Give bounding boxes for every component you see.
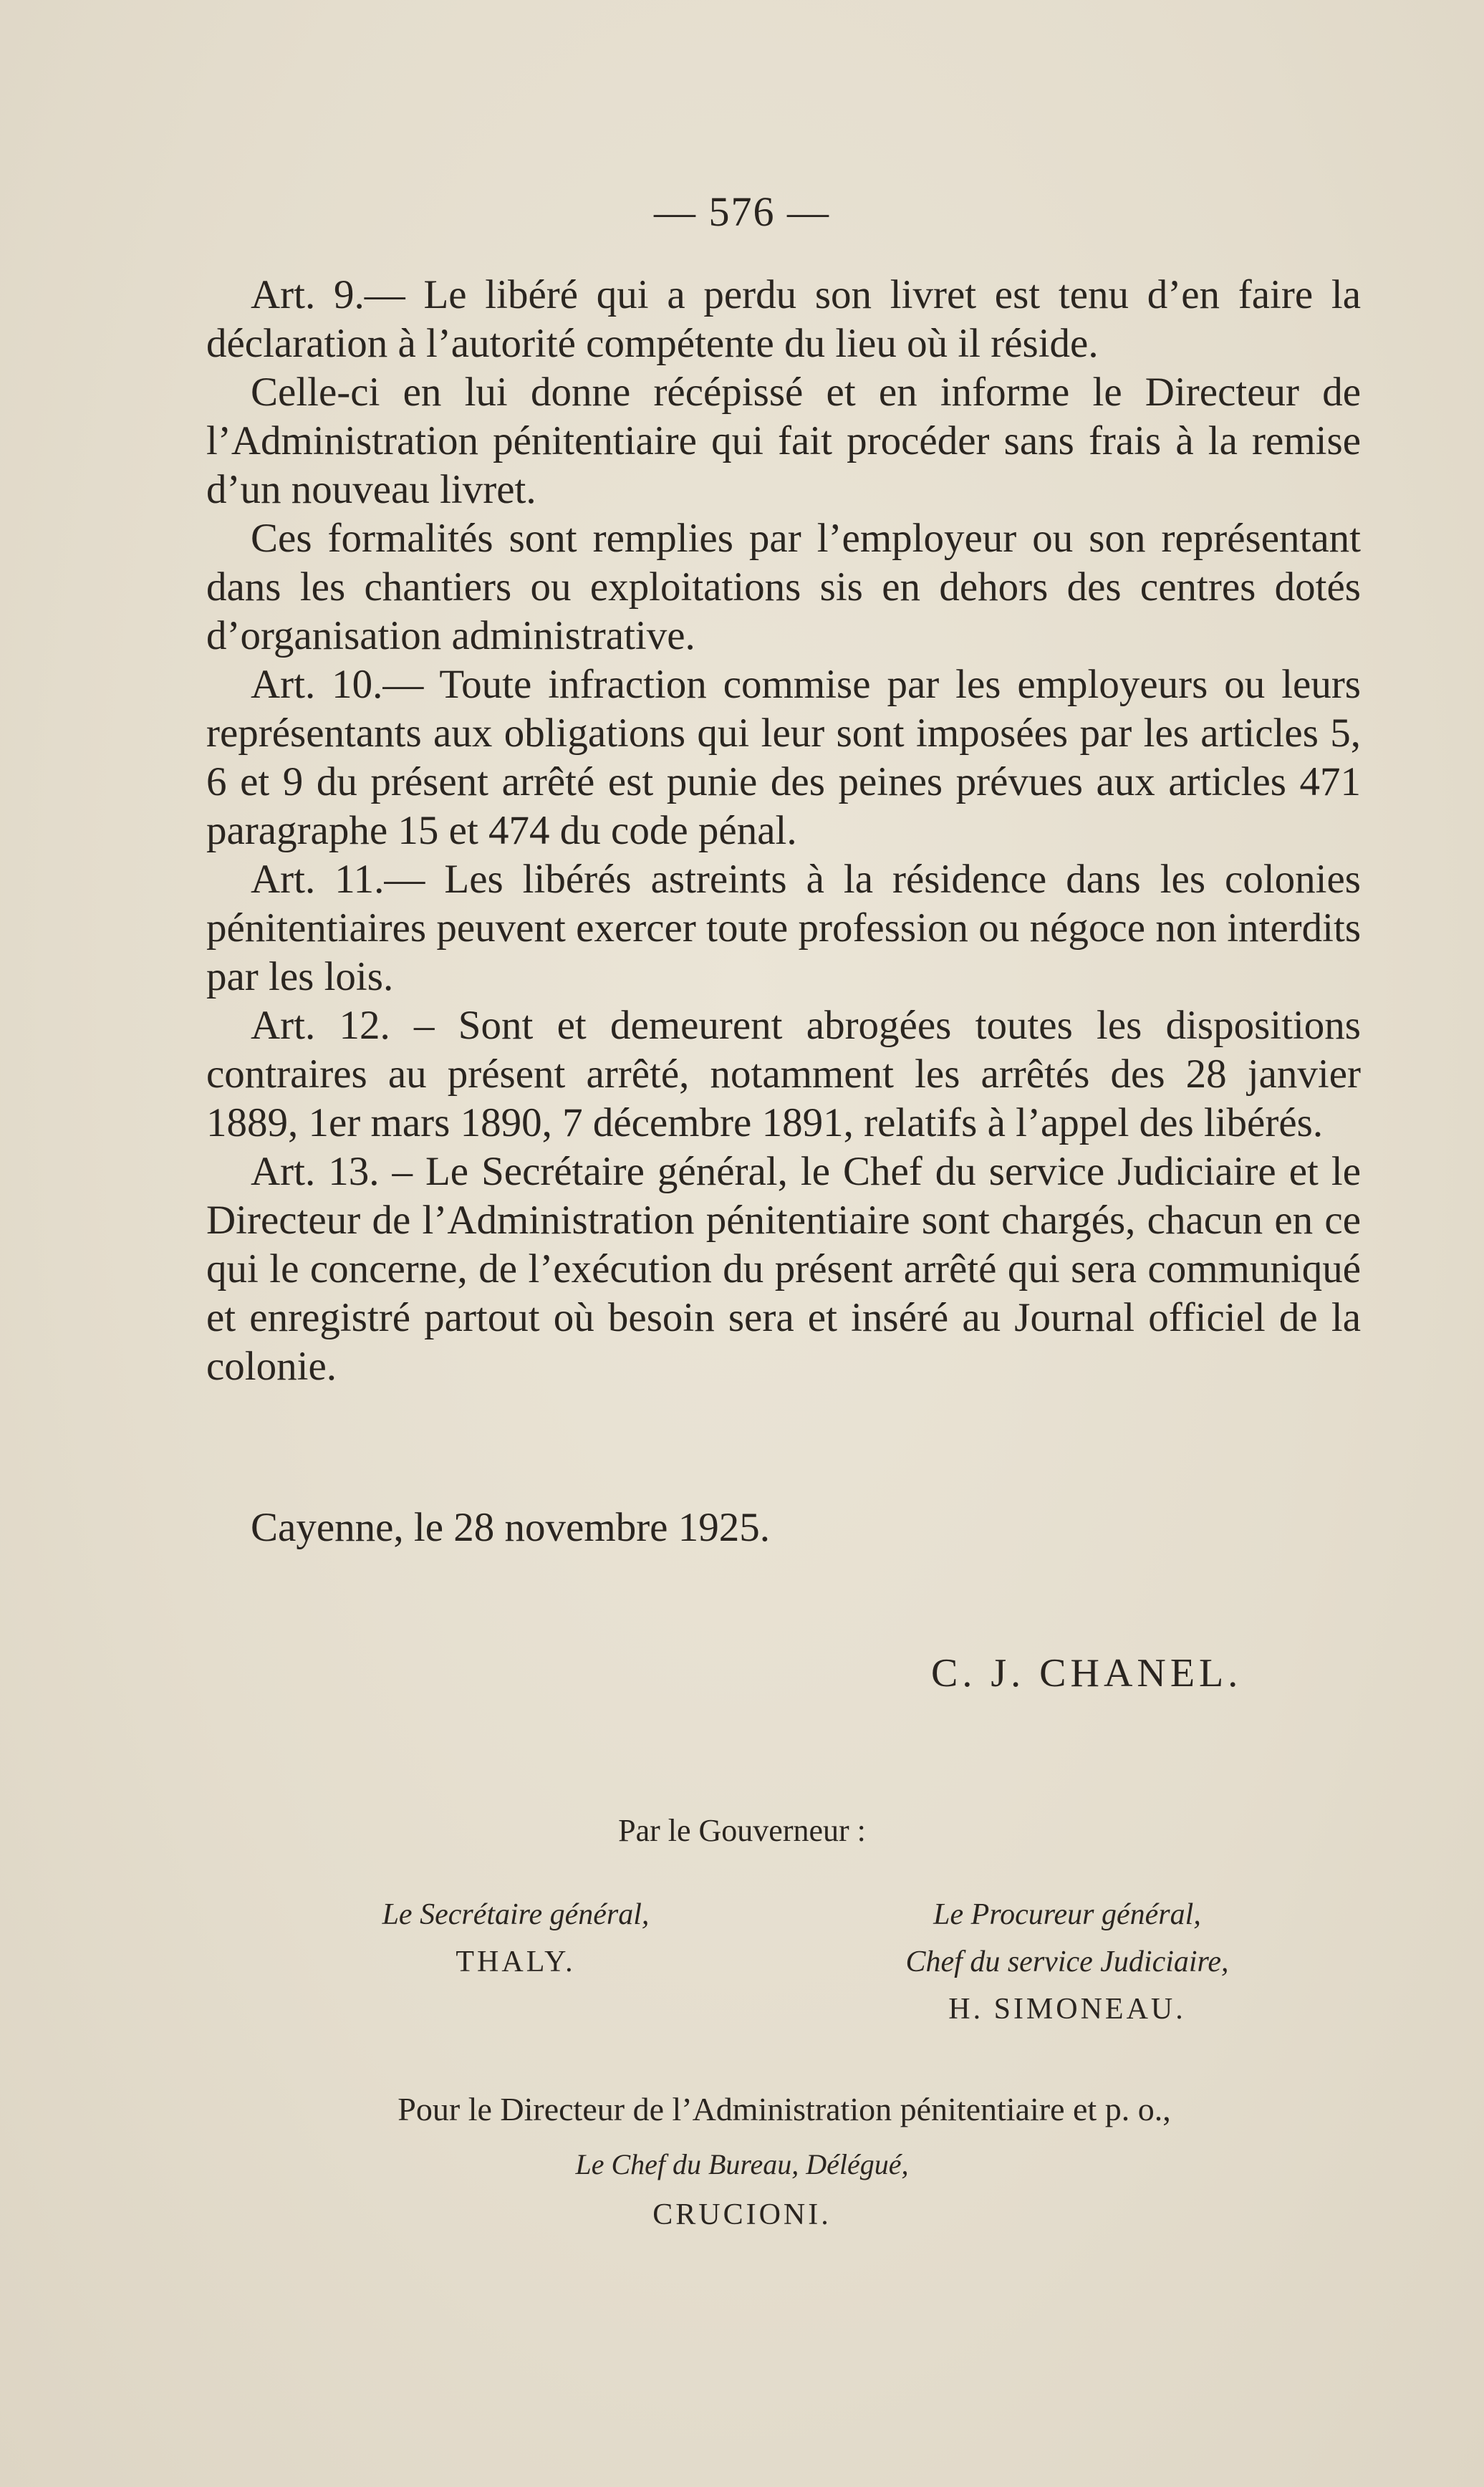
par-le-gouverneur: Par le Gouverneur : bbox=[618, 1813, 866, 1848]
pour-le-directeur: Pour le Directeur de l’Administration pénitentiaire et p. o., bbox=[398, 2091, 1171, 2127]
page-number: — 576 — bbox=[654, 188, 830, 235]
procureur-title: Le Procureur général, bbox=[933, 1898, 1201, 1931]
paragraph-art-10: Art. 10.— Toute infraction commise par les employeurs ou leurs représentants aux obligations qui leur sont imposées par les articles 5, 6 et 9 du présent arrêté est punie des peines prévues aux articles 471 paragraphe 15 et 474 du code pénal. bbox=[206, 662, 1361, 853]
procureur-name: H. SIMONEAU. bbox=[948, 1993, 1186, 2026]
secretaire-name: THALY. bbox=[456, 1945, 576, 1978]
secretaire-title: Le Secrétaire général, bbox=[382, 1898, 650, 1931]
secretaire-block bbox=[315, 1891, 716, 1986]
paragraph-art-11: Art. 11.— Les libérés astreints à la résidence dans les colonies pénitentiaires peuvent exercer toute profession ou négoce non interdits par les lois. bbox=[206, 857, 1361, 999]
governor-signature: C. J. CHANEL. bbox=[931, 1651, 1243, 1695]
paragraph-formalites: Ces formalités sont remplies par l’employeur ou son représentant dans les chantiers ou exploitations sis en dehors des centres dotés d’organisation administrative. bbox=[206, 516, 1361, 658]
paragraph-recepisse: Celle-ci en lui donne récépissé et en informe le Directeur de l’Administration pénitentiaire qui fait procéder sans frais à la remise d’un nouveau livret. bbox=[206, 370, 1361, 512]
chef-du-bureau: Le Chef du Bureau, Délégué, bbox=[575, 2148, 909, 2180]
procureur-subtitle: Chef du service Judiciaire, bbox=[905, 1945, 1229, 1978]
paragraph-art-12: Art. 12. – Sont et demeurent abrogées toutes les dispositions contraires au présent arrêté, notamment les arrêtés des 28 janvier 1889, 1er mars 1890, 7 décembre 1891, relatifs à l’appel des libérés. bbox=[206, 1003, 1361, 1145]
paragraph-art-9: Art. 9.— Le libéré qui a perdu son livret est tenu d’en faire la déclaration à l’autorité compétente du lieu où il réside. bbox=[206, 272, 1361, 366]
procureur-block bbox=[831, 1891, 1304, 2033]
article-body bbox=[206, 271, 1361, 1391]
date-line: Cayenne, le 28 novembre 1925. bbox=[251, 1505, 770, 1550]
paragraph-art-13: Art. 13. – Le Secrétaire général, le Chef du service Judiciaire et le Directeur de l’Administration pénitentiaire sont chargés, chacun en ce qui le concerne, de l’exécution du présent arrêté qui sera communiqué et enregistré partout où besoin sera et inséré au Journal officiel de la colonie. bbox=[206, 1149, 1361, 1389]
final-signatory: CRUCIONI. bbox=[652, 2198, 832, 2231]
